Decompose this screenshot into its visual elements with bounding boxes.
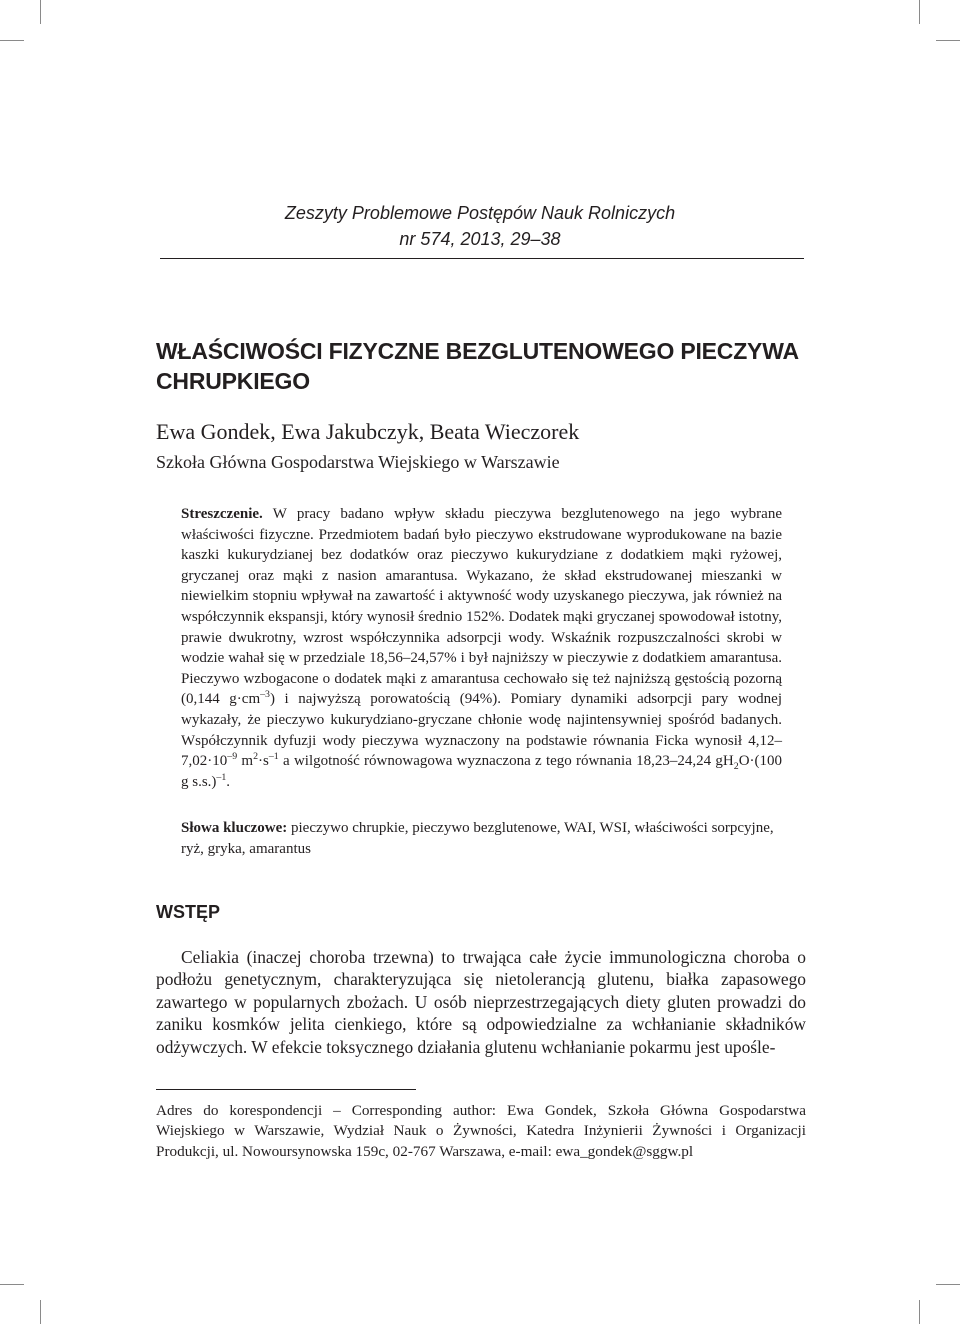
- abstract-text-2: ) i najwyższą porowatością (94%). Pomiary dynamiki adsorpcji pary wodnej wykazały, że pieczywo kukurydziano-gryczane chłonie wodę najintensywniej spośród badanych. Współczynnik dyfuzji wody pieczywa wyznaczony na podstawie równania Ficka wynosił 4,12–7,02·10: [181, 691, 782, 770]
- journal-issue: nr 574, 2013, 29–38: [399, 229, 561, 249]
- abstract-text-5: a wilgotność równowagowa wyznaczona z tego równania 18,23–24,24 gH: [278, 753, 734, 770]
- crop-mark-bottom-left: [40, 1300, 41, 1324]
- keywords-label: Słowa kluczowe:: [181, 820, 288, 836]
- abstract-text-6: O·(100 g s.s.): [181, 753, 783, 790]
- article-authors: Ewa Gondek, Ewa Jakubczyk, Beata Wieczorek: [156, 419, 580, 444]
- header-rule: [160, 258, 804, 259]
- body-paragraph: Celiakia (inaczej choroba trzewna) to trwająca całe życie immunologiczna choroba o podłożu genetycznym, charakteryzująca się nietolerancją glutenu, białka zapasowego zawartego w popularnych zbożach. U osób nieprzestrzegających diety gluten prowadzi do zaniku kosmków jelita cienkiego, które są odpowiedzialne za wchłanianie składników odżywczych. W efekcie toksycznego działania glutenu wchłanianie pokarmu jest upośle-: [156, 947, 806, 1057]
- crop-mark-top-left: [40, 0, 41, 24]
- abstract-sup-3: 2: [253, 751, 259, 763]
- crop-mark-top-right: [919, 0, 920, 24]
- journal-header: [150, 200, 810, 252]
- abstract-sup-2: –9: [227, 751, 238, 763]
- abstract-text-7: .: [226, 773, 231, 790]
- keywords: [181, 818, 782, 860]
- article-title-line-2: CHRUPKIEGO: [156, 368, 310, 394]
- abstract-sub-1: 2: [733, 761, 739, 773]
- crop-mark-top-right-h: [936, 40, 960, 41]
- keywords-text: pieczywo chrupkie, pieczywo bezglutenowe, WAI, WSI, właściwości sorpcyjne, ryż, gryka, amarantus: [181, 820, 774, 857]
- abstract-text-4: ·s: [258, 753, 269, 770]
- abstract-sup-5: –1: [216, 771, 227, 783]
- footnote-rule: [156, 1089, 416, 1090]
- crop-mark-bottom-right: [919, 1300, 920, 1324]
- article-affiliation: Szkoła Główna Gospodarstwa Wiejskiego w Warszawie: [156, 452, 560, 472]
- correspondence-footnote: Adres do korespondencji – Corresponding author: Ewa Gondek, Szkoła Główna Gospodarstwa Wiejskiego w Warszawie, Wydział Nauk o Żywności, Katedra Inżynierii Żywności i Organizacji Produkcji, ul. Nowoursynowska 159c, 02-767 Warszawa, e-mail: ewa_gondek@sggw.pl: [156, 1102, 806, 1160]
- abstract-sup-4: –1: [268, 751, 279, 763]
- article-title-line-1: WŁAŚCIWOŚCI FIZYCZNE BEZGLUTENOWEGO PIECZYWA: [156, 338, 799, 364]
- abstract: [181, 504, 782, 792]
- abstract-sup-1: –3: [260, 689, 270, 701]
- crop-mark-bottom-right-h: [936, 1284, 960, 1285]
- abstract-label: Streszczenie.: [181, 506, 263, 522]
- section-heading-wstep: WSTĘP: [156, 902, 221, 922]
- journal-name: Zeszyty Problemowe Postępów Nauk Rolniczych: [284, 203, 676, 223]
- abstract-text-3: m: [237, 753, 254, 770]
- article-title: [156, 336, 816, 396]
- crop-mark-bottom-left-h: [0, 1284, 24, 1285]
- crop-mark-top-left-h: [0, 40, 24, 41]
- abstract-text-1: W pracy badano wpływ składu pieczywa bezglutenowego na jego wybrane właściwości fizyczne. Przedmiotem badań było pieczywo ekstrudowane wyprodukowane na bazie kaszki kukurydzianej bez dodatków oraz pieczywo kukurydziane z dodatkiem mąki ryżowej, gryczanej oraz mąki z nasion amarantusa. Wykazano, że skład ekstrudowanej mieszanki w niewielkim stopniu wpływał na zawartość i aktywność wody uzyskanego pieczywa, jak również na współczynnik ekspansji, który wynosił średnio 152%. Dodatek mąki gryczanej spowodował istotny, prawie dwukrotny, wzrost współczynnika adsorpcji wody. Wskaźnik rozpuszczalności skrobi w wodzie wahał się w przedziale 18,56–24,57% i był najniższy w pieczywie z dodatkiem amarantusa. Pieczywo wzbogacone o dodatek mąki z amarantusa cechowało się też najniższą gęstością pozorną (0,144 g·cm: [181, 506, 783, 708]
